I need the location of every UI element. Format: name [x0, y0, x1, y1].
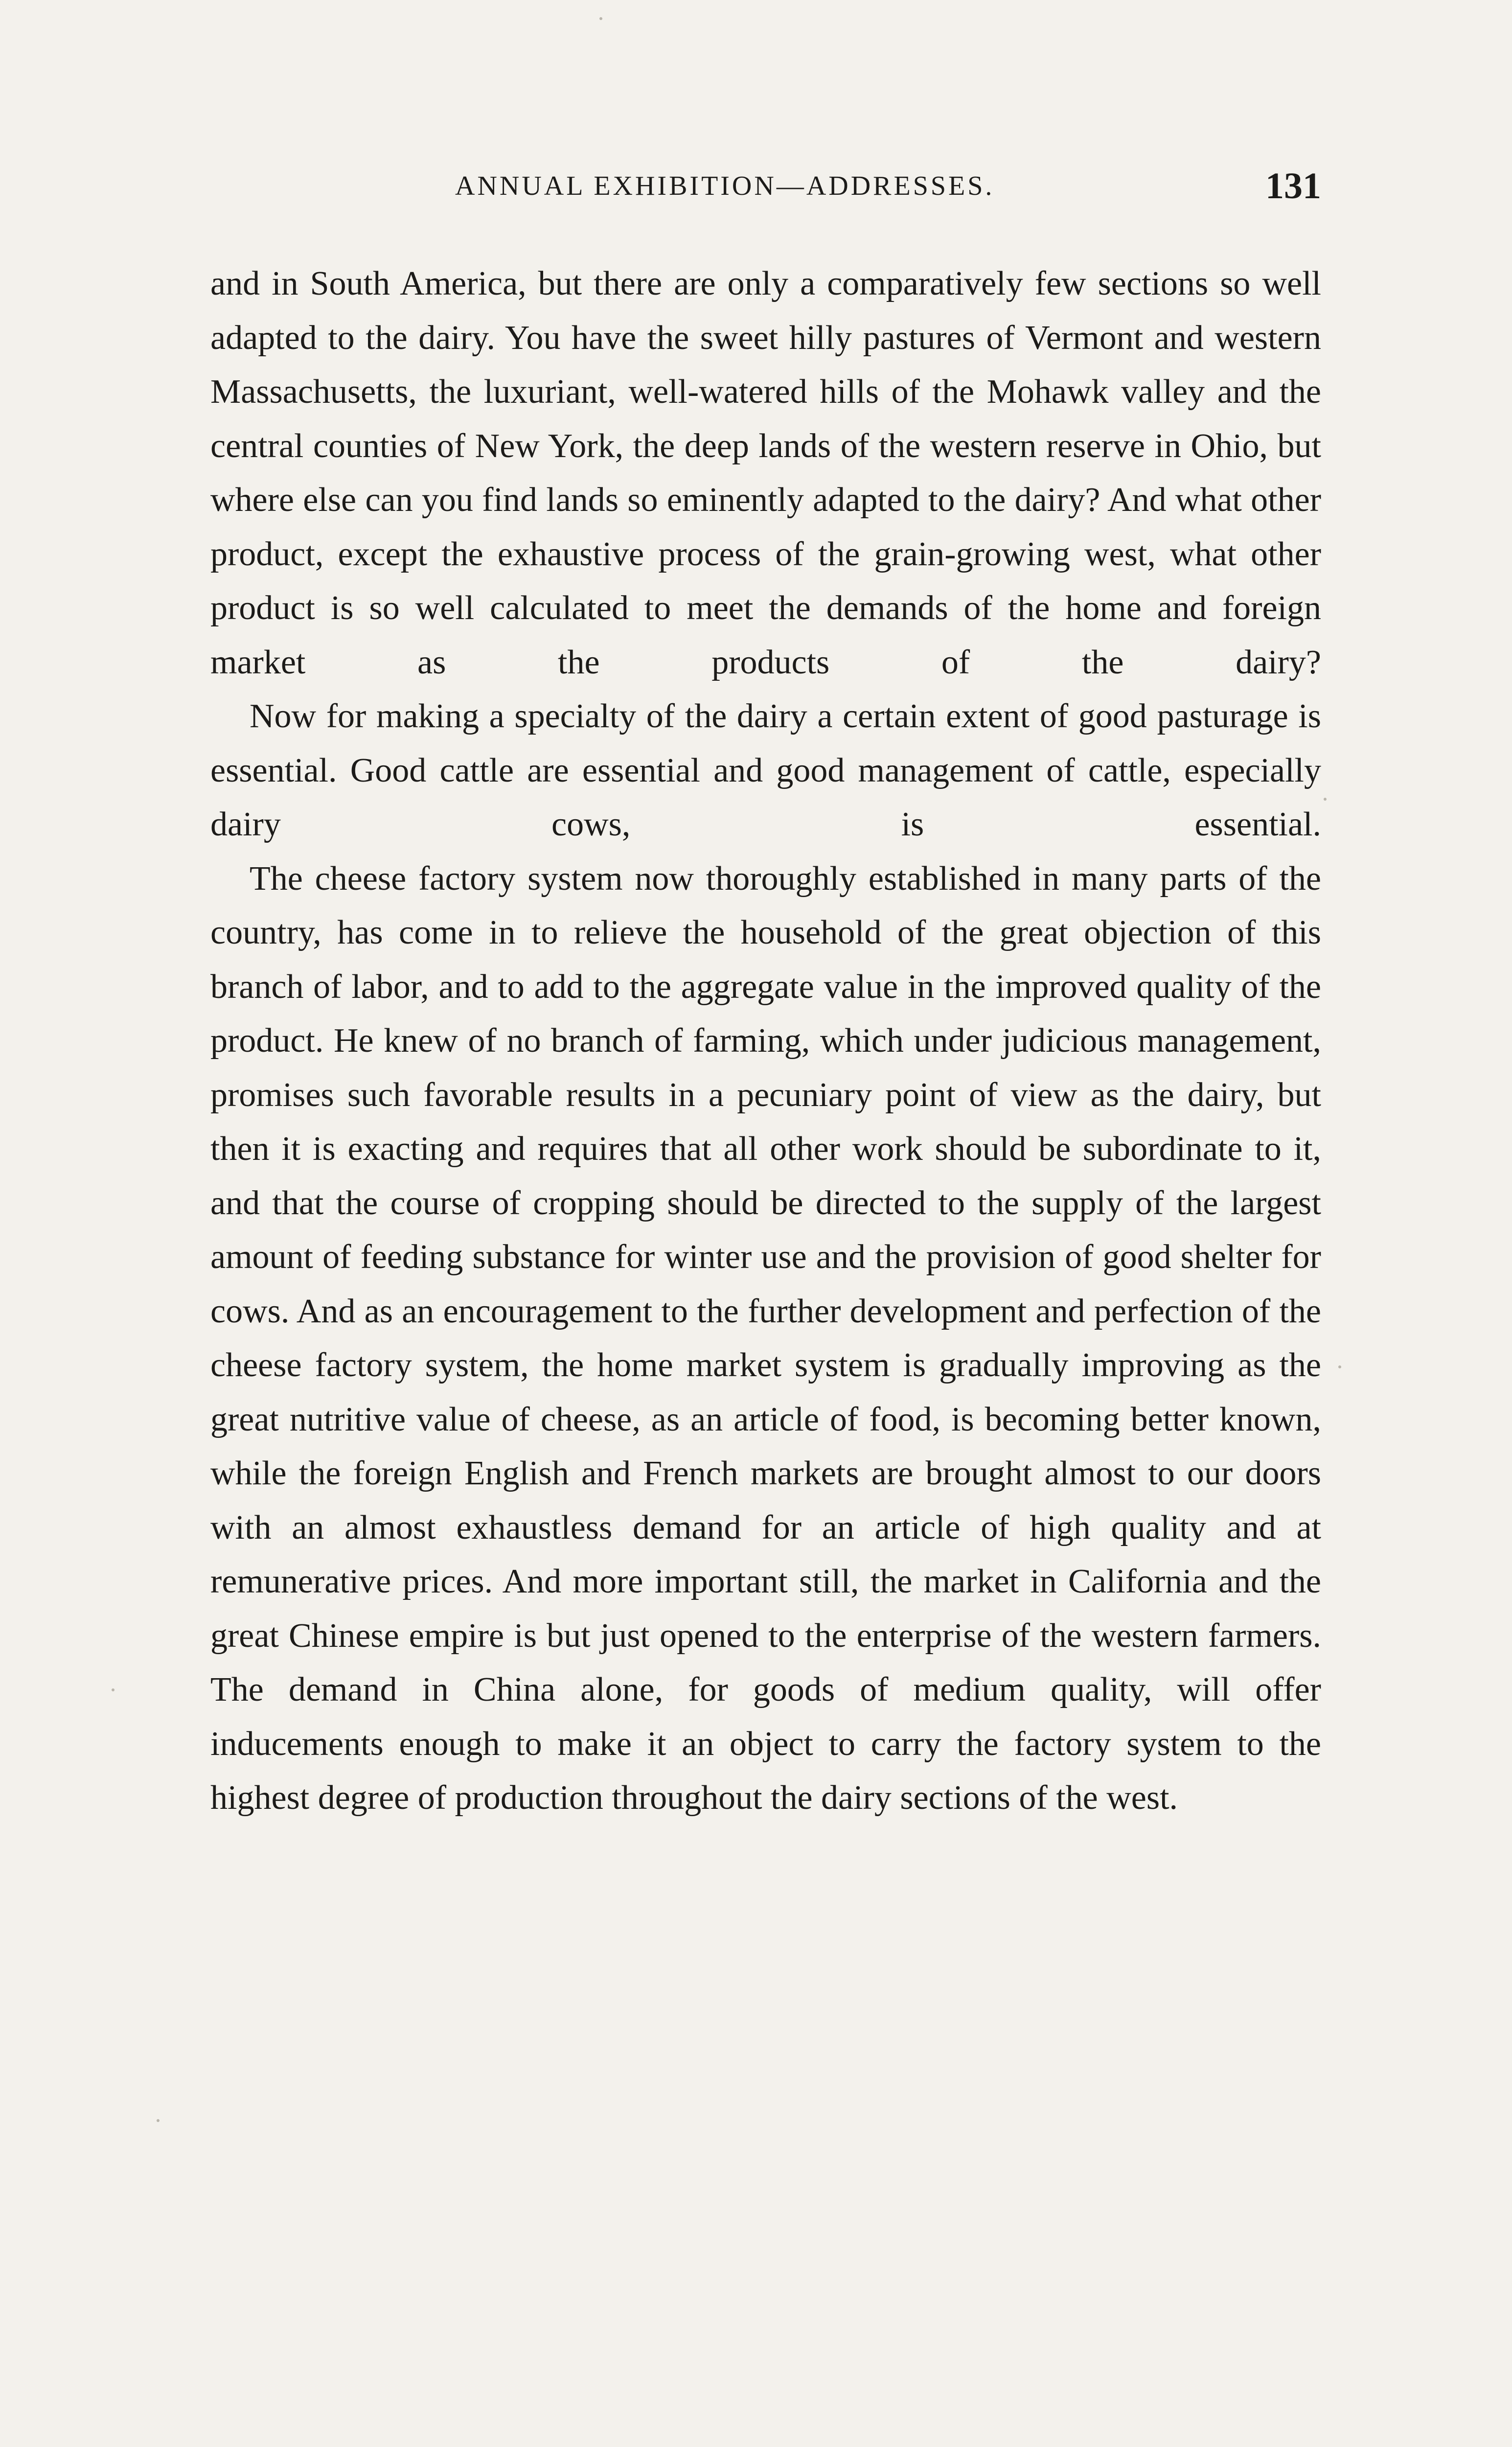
- paper-speck: [112, 1688, 115, 1691]
- paragraph-pasturage: Now for making a specialty of the dairy a certain extent of good pasturage is essential. Good cattle are essential and good management of cattle, especially dairy cows, is essential.: [210, 697, 1321, 843]
- paper-speck: [1324, 798, 1327, 801]
- page-number: 131: [1265, 165, 1321, 207]
- paper-speck: [157, 2119, 160, 2122]
- paragraph-dairy-regions: and in South America, but there are only a comparatively few sections so well adapted to the dairy. You have the sweet hilly pastures of Vermont and western Massachusetts, the luxuriant, well-watered hills of the Mohawk valley and the central counties of New York, the deep lands of the western reserve in Ohio, but where else can you find lands so eminently adapted to the dairy? And what other product, except the exhaustive process of the grain-growing west, what other product is so well calculated to meet the demands of the home and foreign market as the products of the dairy?: [210, 265, 1321, 681]
- paper-speck: [1338, 1365, 1341, 1368]
- paragraph-cheese-factory: The cheese factory system now thoroughly established in many parts of the country, has come in to relieve the household of the great objection of this branch of labor, and to add to the aggregate value in the improved quality of the product. He knew of no branch of farming, which under judicious management, promises such favorable results in a pecuniary point of view as the dairy, but then it is exacting and requires that all other work should be subordinate to it, and that the course of cropping should be directed to the supply of the largest amount of feeding substance for winter use and the provision of good shelter for cows. And as an encouragement to the further development and perfection of the cheese factory system, the home market system is gradually improving as the great nutritive value of cheese, as an article of food, is becoming better known, while the foreign English and French markets are brought almost to our doors with an almost exhaustless demand for an article of high quality and at remunerative prices. And more important still, the market in California and the great Chinese empire is but just opened to the enterprise of the western farmers. The demand in China alone, for goods of medium quality, will offer inducements enough to make it an object to carry the factory system to the highest degree of production throughout the dairy sections of the west.: [210, 859, 1321, 1817]
- running-head: [210, 162, 1321, 210]
- paper-speck: [599, 17, 602, 20]
- running-title: ANNUAL EXHIBITION—ADDRESSES.: [455, 171, 995, 201]
- body-text: [210, 257, 1321, 1825]
